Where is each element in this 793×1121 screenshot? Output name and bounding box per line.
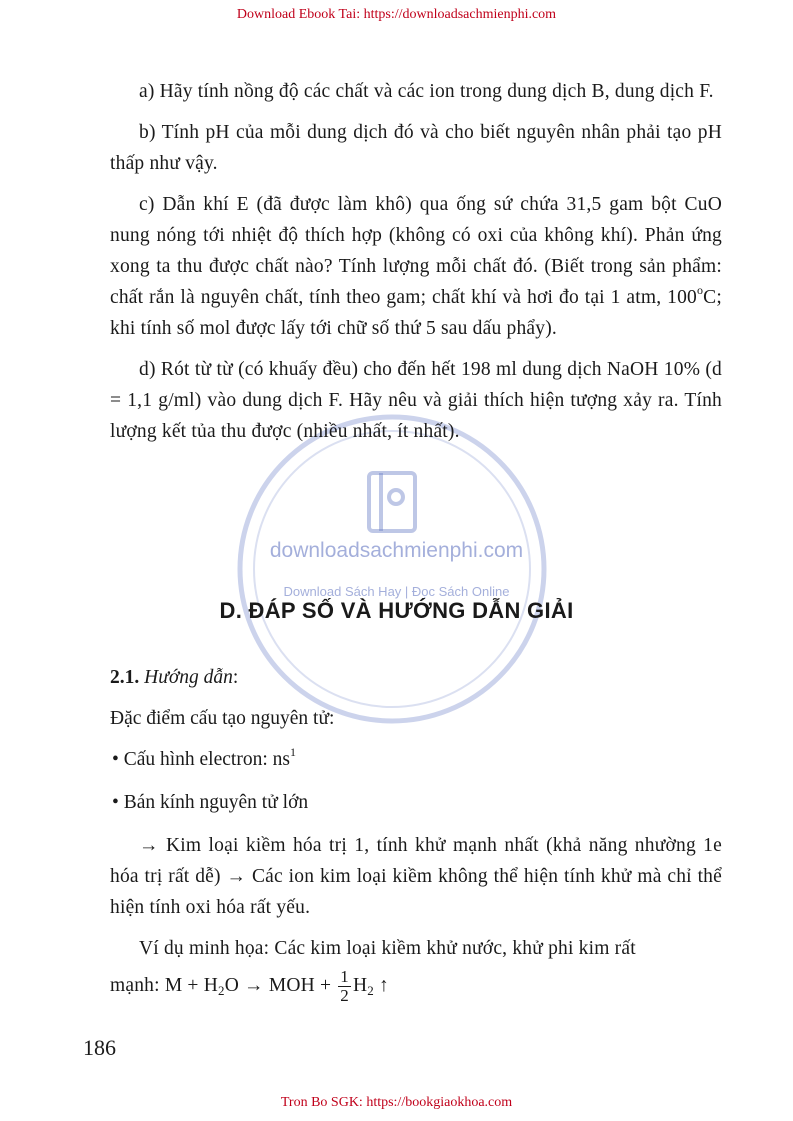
eq-prefix: mạnh: M + H	[110, 974, 218, 996]
bullet-electron-text: • Cấu hình electron: ns	[112, 749, 290, 770]
top-download-banner[interactable]: Download Ebook Tai: https://downloadsachmienphi.com	[236, 7, 557, 22]
answer-number: 2.1.	[110, 667, 140, 688]
bottom-download-banner[interactable]: Tron Bo SGK: https://bookgiaokhoa.com	[280, 1095, 513, 1110]
question-c-text: c) Dẫn khí E (đã được làm khô) qua ống sứ chứa 31,5 gam bột CuO nung nóng tới nhiệt độ thích hợp (không có oxi của không khí). Phản ứng xong ta thu được chất nào? Tính lượng mỗi chất đó. (Biết trong sản phẩm: chất rắn là nguyên chất, tính theo gam; chất khí và hơi đo tại 1 atm, 100	[110, 194, 722, 308]
questions-block	[110, 76, 722, 457]
question-c	[110, 189, 722, 344]
eq-fraction	[338, 968, 351, 1005]
eq-arrow: ↑	[373, 974, 390, 996]
section-title: D. ĐÁP SỐ VÀ HƯỚNG DẪN GIẢI	[219, 598, 574, 623]
page-number: 186	[83, 1035, 116, 1060]
answer-heading	[110, 662, 722, 693]
question-d: d) Rót từ từ (có khuấy đều) cho đến hết 198 ml dung dịch NaOH 10% (d = 1,1 g/ml) vào dung dịch F. Hãy nêu và giải thích hiện tượng xảy ra. Tính lượng kết tủa thu được (nhiều nhất, ít nhất).	[110, 359, 722, 442]
question-b: b) Tính pH của mỗi dung dịch đó và cho biết nguyên nhân phải tạo pH thấp như vậy.	[110, 122, 722, 174]
answer-block	[110, 662, 722, 1015]
bullet-atomic-radius: • Bán kính nguyên tử lớn	[112, 792, 309, 813]
eq-mid: O → MOH +	[224, 974, 337, 996]
answer-equation	[110, 968, 722, 1005]
degree-superscript: o	[696, 283, 704, 297]
question-c-text-end: C; khi tính số mol được lấy tới chữ số thứ 5 sau dấu phẩy).	[110, 287, 722, 339]
watermark-site: downloadsachmienphi.com	[269, 539, 524, 562]
bullet-electron-config	[110, 744, 722, 775]
bullet-electron-sup: 1	[289, 745, 296, 759]
answer-colon: :	[232, 667, 239, 688]
eq-sub1: 2	[217, 982, 225, 998]
eq-frac-den: 2	[340, 986, 349, 1005]
question-a: a) Hãy tính nồng độ các chất và các ion trong dung dịch B, dung dịch F.	[139, 81, 714, 102]
eq-sub2: 2	[367, 982, 374, 998]
eq-frac-num: 1	[340, 967, 349, 986]
watermark-tagline: Download Sách Hay | Đọc Sách Online	[283, 584, 510, 599]
answer-conclusion: → Kim loại kiềm hóa trị 1, tính khử mạnh nhất (khả năng nhường 1e hóa trị rất dễ) → Các ion kim loại kiềm không thể hiện tính khử mà chỉ thể hiện tính oxi hóa rất yếu.	[110, 835, 722, 918]
eq-h: H	[352, 974, 368, 996]
answer-label: Hướng dẫn	[144, 667, 233, 688]
answer-example: Ví dụ minh họa: Các kim loại kiềm khử nước, khử phi kim rất	[139, 938, 636, 959]
book-icon	[369, 473, 415, 531]
answer-intro: Đặc điểm cấu tạo nguyên tử:	[110, 708, 335, 729]
